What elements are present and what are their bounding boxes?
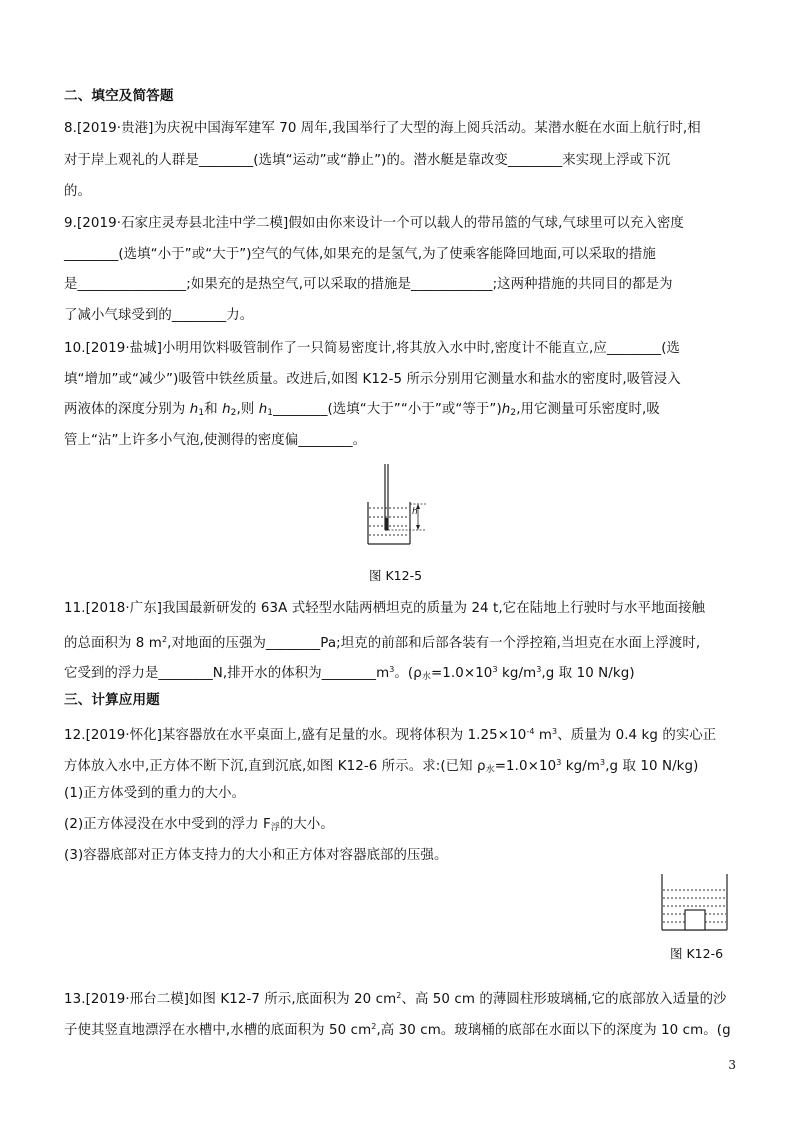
figure-k12-6-diagram [660,872,730,934]
figure-k12-5-caption: 图 K12-5 [369,568,423,583]
figure-k12-5-label-h: h [412,507,418,517]
q13-line-1: 13.[2019·邢台二模]如图 K12-7 所示,底面积为 20 $cm^2$、高 50 cm 的薄圆柱形玻璃桶,它的底部放入适量的沙 [64,991,727,1007]
q9-line-4: 了减小气球受到的________力。 [64,308,254,323]
q10-line-4: 管上“沾”上许多小气泡,使测得的密度偏________。 [64,433,367,448]
q10-line-2: 填“增加”或“减少”)吸管中铁丝质量。改进后,如图 K12-5 所示分别用它测量水和盐水的密度时,吸管浸入 [64,372,681,387]
q8-line-2: 对于岸上观礼的人群是________(选填“运动”或“静止”)的。潜水艇是靠改变________来实现上浮或下沉 [64,153,671,168]
q11-line-2: 的总面积为 8 $m^2$,对地面的压强为________Pa;坦克的前部和后部各装有一个浮控箱,当坦克在水面上浮渡时, [64,635,701,651]
section-heading-calculation: 三、计算应用题 [64,692,160,708]
q10-line-1: 10.[2019·盐城]小明用饮料吸管制作了一只简易密度计,将其放入水中时,密度计不能直立,应________(选 [64,341,681,356]
q9-line-3: 是________________;如果充的是热空气,可以采取的措施是____________;这两种措施的共同目的都是为 [64,277,673,292]
q8-line-3: 的。 [64,184,91,199]
figure-k12-5-diagram [360,462,432,548]
q12-part-3: (3)容器底部对正方体支持力的大小和正方体对容器底部的压强。 [64,848,448,863]
q8-line-1: 8.[2019·贵港]为庆祝中国海军建军 70 周年,我国举行了大型的海上阅兵活动。某潜水艇在水面上航行时,相 [64,121,701,136]
q11-line-3: 它受到的浮力是________N,排开水的体积为$\_\_\_\_\_\_\_\_m^3$。($\rho_水=1.0\times 10^3$ $kg/m^3,g$ 取 10 N/kg) [64,665,635,682]
q13-line-2: 子使其竖直地漂浮在水槽中,水槽的底面积为 50 $cm^2$,高 30 cm。玻璃桶的底部在水面以下的深度为 10 cm。(g [64,1022,731,1038]
q12-line-2: 方体放入水中,正方体不断下沉,直到沉底,如图 K12-6 所示。求:(已知 $\rho_水=1.0\times 10^3$ $kg/m^3,g$ 取 10 N/kg) [64,758,699,775]
q11-line-1: 11.[2018·广东]我国最新研发的 63A 式轻型水陆两栖坦克的质量为 24 t,它在陆地上行驶时与水平地面接触 [64,601,706,616]
section-heading-fill-in: 二、填空及简答题 [64,88,174,104]
figure-k12-6-caption: 图 K12-6 [670,946,724,961]
q12-part-2: (2)正方体浸没在水中受到的浮力 $F_浮$的大小。 [64,817,334,833]
page-number: 3 [728,1058,736,1072]
q9-line-1: 9.[2019·石家庄灵寿县北洼中学二模]假如由你来设计一个可以载人的带吊篮的气球,气球里可以充入密度 [64,216,684,231]
q10-line-3: 两液体的深度分别为 $h_1$和 $h_2$,则 $h_1\_\_\_\_\_\_\_\_$(选填“大于”“小于”或“等于$”)h_2$,用它测量可乐密度时,吸 [64,402,660,418]
q9-line-2: ________(选填“小于”或“大于”)空气的气体,如果充的是氢气,为了使乘客能降回地面,可以采取的措施 [64,247,656,262]
q12-part-1: (1)正方体受到的重力的大小。 [64,786,246,801]
q12-line-1: 12.[2019·怀化]某容器放在水平桌面上,盛有足量的水。现将体积为 $1.25\times 10^{-4}$ $m^3$、质量为 0.4 kg 的实心正 [64,727,717,743]
